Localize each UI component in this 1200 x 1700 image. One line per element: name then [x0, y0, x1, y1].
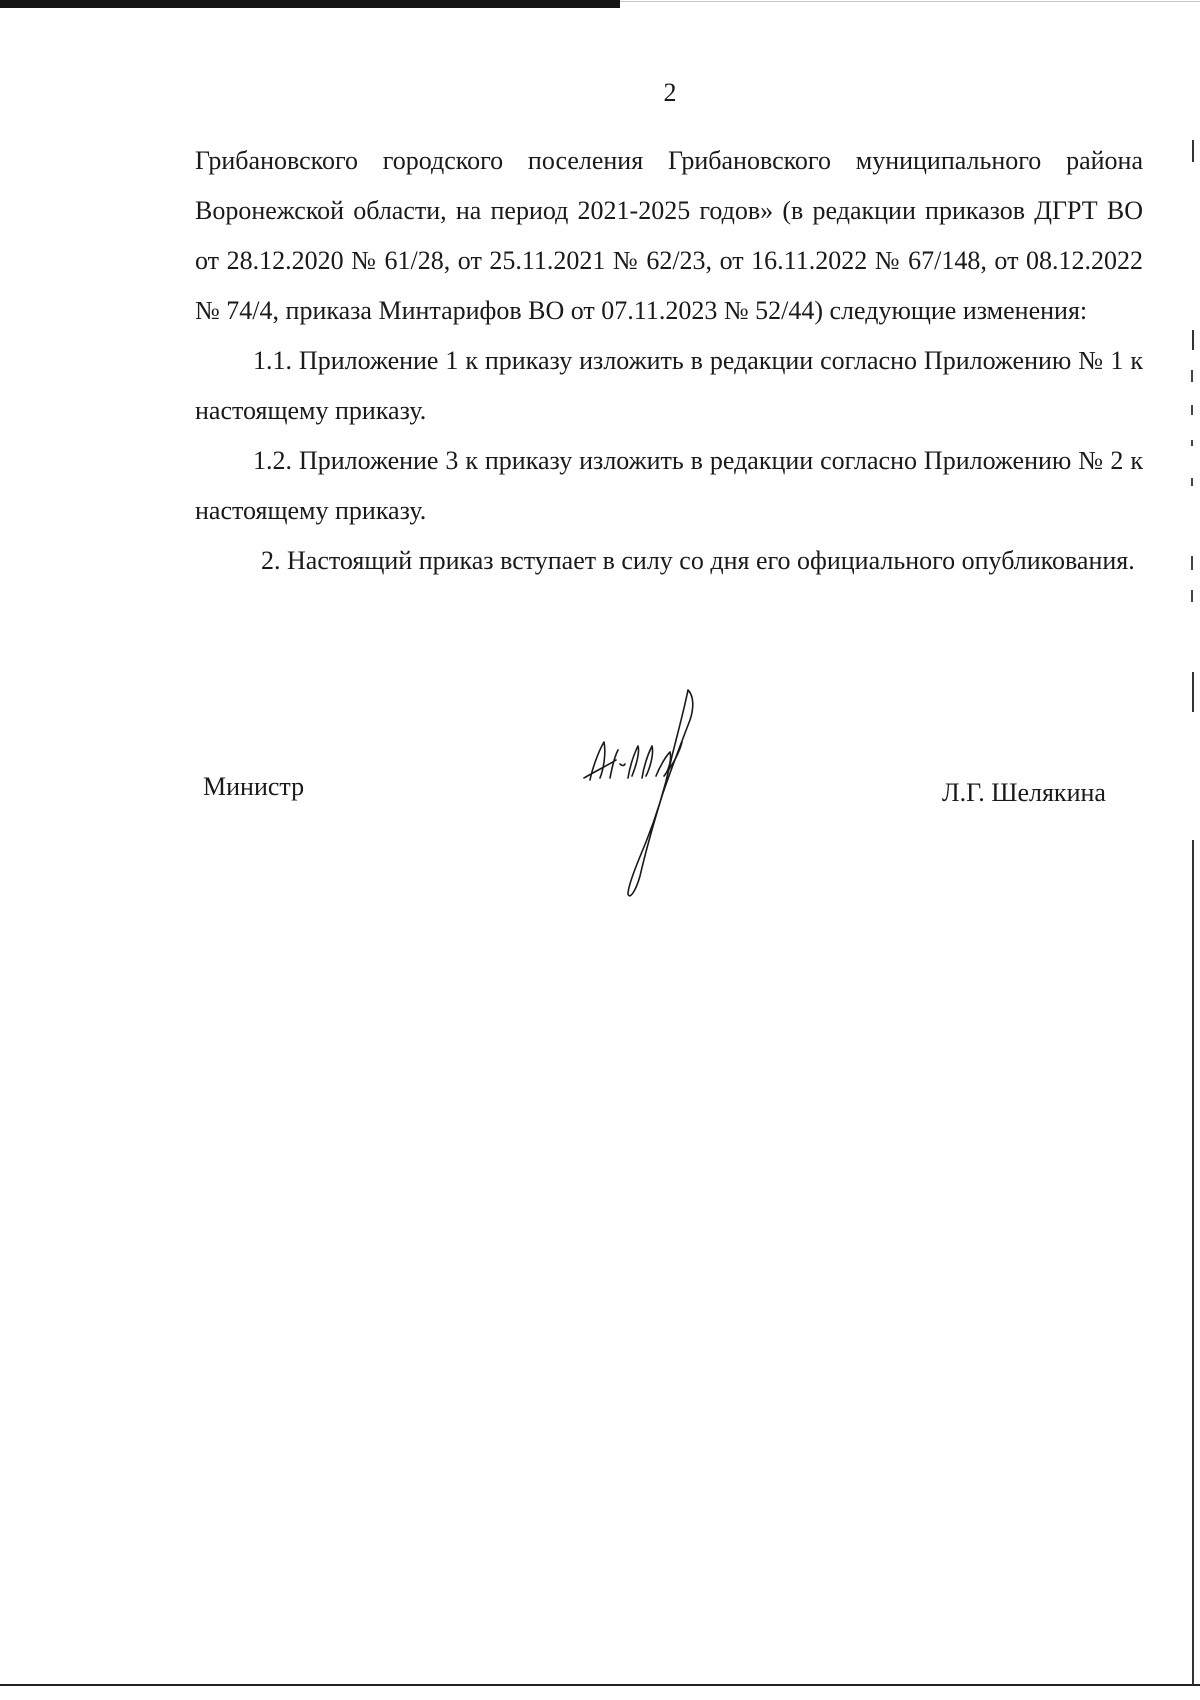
page-number: 2 — [663, 78, 677, 107]
scan-edge-mark — [1191, 370, 1193, 382]
scan-bottom-border — [0, 1684, 1200, 1686]
paragraph-item-1-2: 1.2. Приложение 3 к приказу изложить в редакции согласно Приложению № 2 к настоящему приказу. — [195, 446, 1143, 525]
signatory-name: Л.Г. Шелякина — [942, 778, 1106, 807]
scan-edge-line — [1192, 840, 1194, 1685]
scan-top-border-thin — [620, 1, 1200, 2]
scan-edge-mark — [1191, 478, 1193, 486]
signatory-role: Министр — [203, 772, 305, 801]
scan-edge-mark — [1191, 556, 1193, 570]
scan-top-border — [0, 0, 620, 8]
document-body — [195, 136, 1143, 586]
paragraph-item-2: 2. Настоящий приказ вступает в силу со дня его официального опубликования. — [261, 546, 1135, 575]
scan-edge-mark — [1191, 440, 1193, 446]
scan-edge-mark — [1191, 590, 1193, 602]
handwritten-signature — [570, 680, 750, 910]
scan-edge-mark — [1191, 405, 1193, 415]
paragraph-intro: Грибановского городского поселения Грибановского муниципального района Воронежской области, на период 2021-2025 годов» (в редакции приказов ДГРТ ВО от 28.12.2020 № 61/28, от 25.11.2021 № 62/23, от 16.11.2022 № 67/148, от 08.12.2022 № 74/4, приказа Минтарифов ВО от 07.11.2023 № 52/44) следующие изменения: — [195, 146, 1143, 325]
scan-edge-mark — [1192, 672, 1194, 712]
scan-edge-mark — [1192, 140, 1194, 162]
scan-edge-mark — [1192, 330, 1194, 350]
paragraph-item-1-1: 1.1. Приложение 1 к приказу изложить в редакции согласно Приложению № 1 к настоящему приказу. — [195, 346, 1143, 425]
